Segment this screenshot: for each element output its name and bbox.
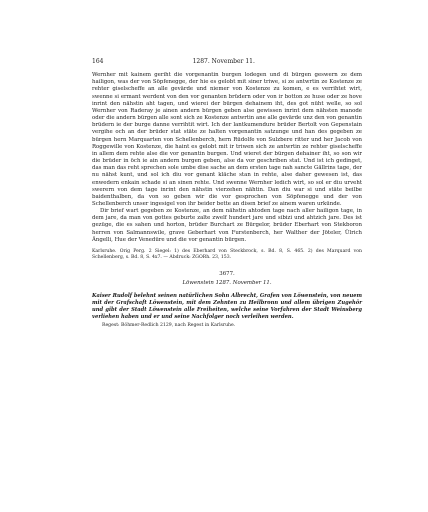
document-place-date: Löwenstein 1287. November 11. xyxy=(182,280,272,287)
source-notes: Karlsruhe. Orig Perg. 2 Siegel: 1) des Eberhard von Steckbrock, s. Bd. 8, S. 465. 2) des Marquard von Schellenberg, s. Bd. 8, S. 4x7. — Abdruck: ZGORh. 23, 153. xyxy=(92,248,362,260)
page-header xyxy=(92,58,362,65)
document-number: 3677. xyxy=(219,270,235,277)
body-paragraph: Dir brief wart gegeben ze Kostenze, an dem nähstin ahtoden tage nach aller hailigon tage, in dem jare, da man von gottes geburte zalte zwelf hundert jare und sibizi und ahtzich jare. Des ist gezüge, die es sahen und horton, brüder Burchart ze Bürgelor, brüder Eberhart von Stekboron herren von Salmannswile, grave Geberhart von Furstenberch, her Walther der Jöteler, Ülrich Ängelli, Hue der Venedüre und die vor genantin bürgen. xyxy=(92,208,362,243)
document-page xyxy=(92,58,362,329)
page-number: 164 xyxy=(92,58,104,65)
body-paragraph: Wernher mit kainem geriht die vorgenantin burgen lodegen und di bürgen geswern ze dem hailigon, was der von Söpfenegge, der hie es gelobt mit siner triwe, si ze antwrtin ze Kostenze ze rehter giselscheffe an alle gevärde und niemer von Kostenze zu komen, e es verrihtet wirt, swenne si ermant werdent von den vor genanten brüdern oder von ir botton ze huse oder ze hove inrint den nähstin aht tagen, und wierei der bürgen dehainem iht, des got nüht welle, so sol Wernher von Raderay je ainen andern bürgen geben alse gewissen inrint dem nähsten manode oder die andern bürgen alle sont sich ze Kostenze antwrtin ane alle gevärde unz den von genantin brüdern ie der burge danne verrihtit wirt. Ich der lantkumendure brüder Bertolt von Gepenstain vergihe och an der brüder stat stäte ze halten vorgenantin satzunge und han des gegeben ze bürgen hern Marquarten von Schellenberch, hern Rüdolfe von Sulzbere ritter und her Jacob von Roggewille von Kostenze, die haint es gelobt mit ir triwen sich ze antwrtin ze rehter giselscheffe in allem dem rehte alse die vor genantin burgen. Und wieret der bürgen dehainer iht, so son wir die brüder in öch ie ain andern burgen geben, alse da vor geschriben stat. Und ist ich gedinget, das man das reht sprechen sole umbe dise sache an dem ersten tage nah sancte Gällrins tage, der nu nähst kunt, und sol ich diu vor genant kläche stan in rehte, alse daher gewesen ist, das enwedern enkain schade si an sinen rehte. Und swenne Wernher ledich wirt, so sol er diu urveht swerern von dem tage inrint den nähstin vierzehen nähtin. Dan diu war si und stäte beilbe baidenthalben, da von so geben wir die vor gesprochen von Söpfenegge und der von Schellenberch unser ingesigel von ihr beider bette an disen brief ze ainem waren urkünde. xyxy=(92,72,362,207)
regest-source: Regest: Böhmer-Redlich 2129, nach Regest in Karlsruhe. xyxy=(102,322,236,328)
regest-summary: Kaiser Rudolf belehnt seinen natürlichen Sohn Albrecht, Grafen von Löwenstein, von neuem mit der Grafschaft Löwenstein, mit dem Zehnten zu Heilbronn und allem übrigen Zugehör und gibt der Stadt Löwenstein alle Freiheiten, welche seine Vorfahren der Stadt Weinsberg verliehen haben und er und seine Nachfolger noch verleihen werden. xyxy=(92,293,362,320)
page-title: 1287. November 11. xyxy=(192,58,255,65)
